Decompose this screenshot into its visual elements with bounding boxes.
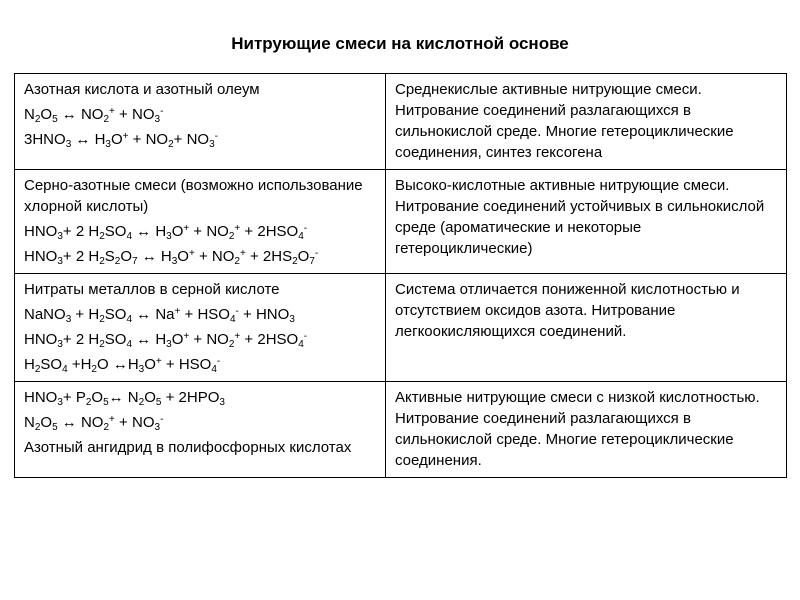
mixture-line (24, 387, 378, 408)
subscript: 4 (126, 314, 132, 325)
subscript: 2 (168, 139, 174, 150)
subscript: 3 (166, 231, 172, 242)
formula-text: SO (104, 306, 127, 323)
mixture-line (24, 79, 378, 100)
mixture-cell (15, 74, 386, 170)
formula-text: H (24, 356, 35, 373)
mixture-line (24, 104, 378, 125)
superscript: + (122, 131, 129, 142)
formula-text: + 2HSO (240, 223, 299, 240)
subscript: 2 (99, 339, 105, 350)
formula-text: O (177, 248, 189, 265)
superscript: + (239, 248, 246, 259)
subscript: 3 (209, 139, 215, 150)
subscript: 5 (52, 422, 58, 433)
subscript: 4 (62, 364, 68, 375)
formula-text: O (171, 223, 184, 240)
mixture-line (24, 304, 378, 325)
superscript: - (303, 331, 308, 342)
formula-text: 3HNO (24, 131, 66, 148)
subscript: 2 (228, 231, 235, 242)
formula-text: + P (62, 389, 86, 406)
formula-text: + NO (194, 248, 235, 265)
subscript: 4 (298, 231, 304, 242)
subscript: 2 (99, 314, 105, 325)
superscript: + (183, 223, 190, 234)
formula-text: O (144, 356, 156, 373)
subscript: 2 (34, 364, 41, 375)
formula-text: + 2 H (62, 248, 100, 265)
formula-text: HNO (24, 248, 58, 265)
description-cell: Активные нитрующие смеси с низкой кислотностью. Нитрование соединений разлагающихся в сильнокислой среде. Многие гетероциклические соединения. (386, 382, 787, 478)
superscript: - (216, 356, 221, 367)
formula-text: + NO (114, 414, 155, 431)
formula-text: SO (104, 331, 127, 348)
description-cell: Система отличается пониженной кислотностью и отсутствием оксидов азота. Нитрование легкоокисляющихся соединений. (386, 274, 787, 382)
formula-text: ↔ H (71, 131, 106, 148)
description-cell: Среднекислые активные нитрующие смеси. Нитрование соединений разлагающихся в сильнокислой среде. Многие гетероциклические соединения, синтез гексогена (386, 74, 787, 170)
superscript: - (235, 306, 239, 317)
formula-text: Серно-азотные смеси (возможно использование хлорной кислоты) (24, 177, 363, 215)
subscript: 5 (52, 114, 58, 125)
superscript: - (303, 223, 308, 234)
subscript: 2 (91, 364, 97, 375)
formula-text: + NO (189, 331, 229, 348)
formula-text: S (104, 248, 115, 265)
subscript: 4 (211, 364, 217, 375)
formula-text: O ↔H (96, 356, 139, 373)
formula-text: SO (40, 356, 63, 373)
subscript: 5 (103, 397, 109, 408)
subscript: 2 (103, 114, 110, 125)
subscript: 7 (132, 256, 138, 267)
superscript: + (109, 106, 115, 117)
formula-text: HNO (24, 223, 58, 240)
formula-text: + NO (128, 131, 169, 148)
subscript: 2 (34, 114, 41, 125)
subscript: 3 (154, 114, 161, 125)
formula-text: O (110, 131, 123, 148)
subscript: 3 (57, 397, 63, 408)
table-row (15, 274, 787, 382)
subscript: 3 (65, 314, 72, 325)
mixture-line (24, 437, 378, 458)
formula-text: + 2HSO (240, 331, 299, 348)
superscript: + (234, 331, 241, 342)
formula-text: + H (71, 306, 100, 323)
subscript: 2 (114, 256, 121, 267)
page-title: Нитрующие смеси на кислотной основе (231, 34, 569, 53)
formula-text: ↔ NO (57, 414, 104, 431)
superscript: + (234, 223, 241, 234)
formula-text: ↔ N (108, 389, 139, 406)
formula-text: +H (67, 356, 92, 373)
formula-text: O (40, 106, 53, 123)
formula-text: N (24, 414, 35, 431)
subscript: 3 (57, 231, 63, 242)
formula-text: + 2 H (62, 331, 100, 348)
subscript: 4 (298, 339, 304, 350)
superscript: + (109, 414, 115, 425)
subscript: 4 (229, 314, 236, 325)
superscript: + (174, 306, 181, 317)
formula-text: ↔ H (132, 331, 167, 348)
subscript: 2 (34, 422, 41, 433)
mixture-line (24, 329, 378, 350)
formula-text: ↔ H (137, 248, 172, 265)
mixture-line (24, 175, 378, 217)
superscript: + (183, 331, 190, 342)
subscript: 3 (154, 422, 161, 433)
subscript: 4 (126, 231, 132, 242)
superscript: - (314, 248, 319, 259)
subscript: 2 (99, 256, 105, 267)
formula-text: + 2 H (62, 223, 100, 240)
formula-text: + NO (189, 223, 229, 240)
formula-text: + 2HS (245, 248, 293, 265)
formula-text: Азотная кислота и азотный олеум (24, 81, 260, 98)
subscript: 3 (289, 314, 295, 325)
subscript: 5 (155, 397, 162, 408)
mixture-line (24, 129, 378, 150)
description-cell: Высоко-кислотные активные нитрующие смеси. Нитрование соединений устойчивых в сильнокислой среде (ароматические и некоторые гетероциклические) (386, 170, 787, 274)
formula-text: + HSO (180, 306, 230, 323)
subscript: 3 (57, 339, 63, 350)
formula-text: + HNO (238, 306, 290, 323)
formula-text: Нитраты металлов в серной кислоте (24, 281, 280, 298)
mixture-cell (15, 274, 386, 382)
subscript: 3 (138, 364, 145, 375)
subscript: 3 (57, 256, 63, 267)
formula-text: + NO (173, 131, 210, 148)
subscript: 3 (171, 256, 178, 267)
subscript: 2 (103, 422, 110, 433)
subscript: 2 (228, 339, 235, 350)
subscript: 2 (85, 397, 92, 408)
formula-text: O (40, 414, 53, 431)
formula-text: ↔ NO (57, 106, 104, 123)
subscript: 2 (292, 256, 298, 267)
superscript: - (160, 106, 164, 117)
subscript: 3 (166, 339, 172, 350)
superscript: + (188, 248, 195, 259)
superscript: - (214, 131, 219, 142)
nitrating-mixtures-table (14, 73, 787, 478)
table-row (15, 382, 787, 478)
table-row (15, 74, 787, 170)
formula-text: + 2HPO (161, 389, 220, 406)
formula-text: ↔ H (132, 223, 167, 240)
subscript: 3 (105, 139, 111, 150)
table-row (15, 170, 787, 274)
formula-text: O (297, 248, 310, 265)
formula-text: + NO (114, 106, 155, 123)
formula-text: SO (104, 223, 127, 240)
subscript: 3 (219, 397, 225, 408)
formula-text: NaNO (24, 306, 66, 323)
formula-text: HNO (24, 331, 58, 348)
subscript: 3 (65, 139, 72, 150)
mixture-cell (15, 382, 386, 478)
formula-text: Азотный ангидрид в полифосфорных кислотах (24, 439, 352, 456)
mixture-cell (15, 170, 386, 274)
subscript: 7 (309, 256, 315, 267)
formula-text: O (120, 248, 132, 265)
subscript: 2 (234, 256, 240, 267)
table-body (15, 74, 787, 478)
formula-text: HNO (24, 389, 58, 406)
mixture-line (24, 221, 378, 242)
subscript: 2 (138, 397, 145, 408)
formula-text: O (171, 331, 184, 348)
formula-text: O (144, 389, 156, 406)
formula-text: O (91, 389, 104, 406)
subscript: 2 (99, 231, 105, 242)
formula-text: N (24, 106, 35, 123)
subscript: 4 (126, 339, 132, 350)
formula-text: ↔ Na (132, 306, 175, 323)
superscript: - (160, 414, 164, 425)
mixture-line (24, 246, 378, 267)
mixture-line (24, 354, 378, 375)
superscript: + (155, 356, 162, 367)
mixture-line (24, 412, 378, 433)
formula-text: + HSO (161, 356, 212, 373)
mixture-line (24, 279, 378, 300)
